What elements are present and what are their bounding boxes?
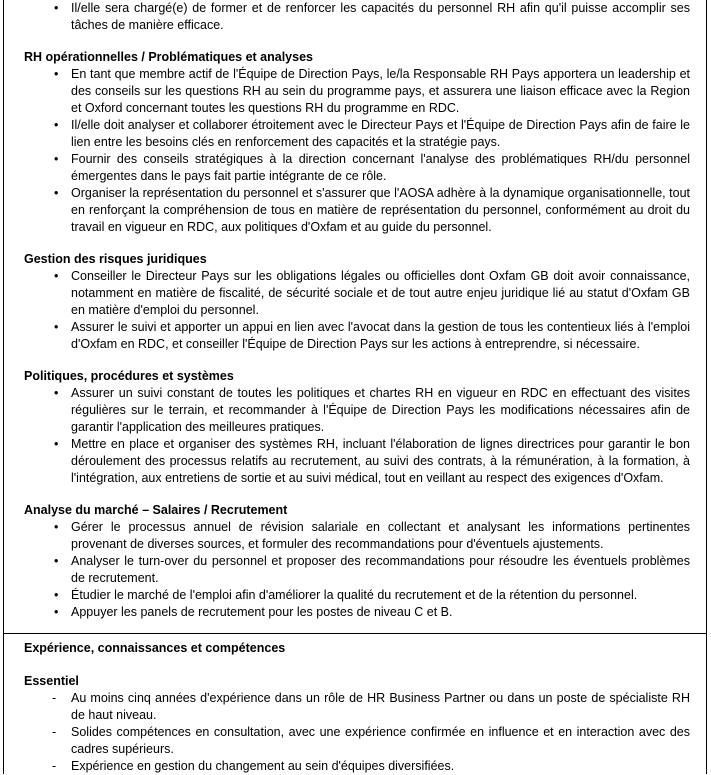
section-heading: Analyse du marché – Salaires / Recrutement (24, 503, 288, 517)
list-item: • Conseiller le Directeur Pays sur les obligations légales ou officielles dont Oxfam GB doit avoir connaissance, notamment en matière de fiscalité, de sécurité sociale et de tout autre enjeu juridique lié au statut d'Oxfam GB en matière d'emploi du personnel. (54, 269, 690, 317)
list-item: • Analyser le turn-over du personnel et proposer des recommandations pour résoudre les éventuels problèmes de recrutement. (54, 554, 690, 585)
responsibilities-cell (4, 0, 706, 633)
bullet-icon: • (54, 1, 59, 15)
bullet-icon: • (54, 186, 59, 200)
bullet-icon: • (54, 118, 59, 132)
bullet-icon: • (54, 554, 59, 568)
list-item: • Assurer le suivi et apporter un appui en lien avec l'avocat dans la gestion de tous les contentieux liés à l'emploi d'Oxfam en RDC, et conseiller l'Équipe de Direction Pays sur les actions à entreprendre, si nécessaire. (54, 320, 690, 351)
list-item: - Expérience en gestion du changement au sein d'équipes diversifiées. (52, 759, 455, 773)
experience-heading: Expérience, connaissances et compétences (24, 641, 286, 655)
essential-subheading: Essentiel (24, 674, 79, 688)
dash-icon: - (52, 691, 57, 705)
list-item: • En tant que membre actif de l'Équipe de Direction Pays, le/la Responsable RH Pays apportera un leadership et des conseils sur les questions RH au sein du programme pays, et assurera une liaison efficace avec la Region et Oxford concernant toutes les questions RH du programme en RDC. (54, 67, 690, 115)
list-item: • Gérer le processus annuel de révision salariale en collectant et analysant les informations pertinentes provenant de diverses sources, et formuler des recommandations pour d'éventuels ajustements. (54, 520, 690, 551)
list-item: • Mettre en place et organiser des systèmes RH, incluant l'élaboration de lignes directrices pour garantir le bon déroulement des processus relatifs au recrutement, au suivi des contrats, à la rémunération, à la formation, à l'intégration, aux entretiens de sortie et au suivi médical, tout en veillant au respect des exigences d'Oxfam. (54, 437, 690, 485)
top-list (24, 0, 690, 34)
section-heading: Politiques, procédures et systèmes (24, 369, 234, 383)
bullet-icon: • (54, 269, 59, 283)
list-item: • Assurer un suivi constant de toutes les politiques et chartes RH en vigueur en RDC en effectuant des visites régulières sur le terrain, et recommander à l'Équipe de Direction Pays les modifications nécessaires afin de garantir l'application des meilleures pratiques. (54, 386, 690, 434)
section-heading: RH opérationnelles / Problématiques et analyses (24, 50, 313, 64)
list-item: • Étudier le marché de l'emploi afin d'améliorer la qualité du recrutement et de la rétention du personnel. (54, 588, 638, 602)
list-item: • Il/elle sera chargé(e) de former et de renforcer les capacités du personnel RH afin qu'il puisse accomplir ses tâches de manière efficace. (54, 1, 690, 32)
bullet-icon: • (54, 520, 59, 534)
bullet-icon: • (54, 588, 59, 602)
bullet-icon: • (54, 152, 59, 166)
dash-icon: - (52, 759, 57, 773)
bullet-icon: • (54, 386, 59, 400)
bullet-icon: • (54, 320, 59, 334)
bullet-icon: • (54, 605, 59, 619)
list-item: • Appuyer les panels de recrutement pour les postes de niveau C et B. (54, 605, 453, 619)
list-item: • Il/elle doit analyser et collaborer étroitement avec le Directeur Pays et l'Équipe de Direction Pays afin de faire le lien entre les besoins clés en renforcement des capacités et la stratégie pays. (54, 118, 690, 149)
list-item: - Solides compétences en consultation, avec une expérience confirmée en influence et en interaction avec des cadres supérieurs. (52, 725, 690, 756)
experience-cell (4, 634, 706, 775)
bullet-icon: • (54, 67, 59, 81)
list-item: • Organiser la représentation du personnel et s'assurer que l'AOSA adhère à la dynamique organisationnelle, tout en renforçant la compréhension de tous en matière de représentation du personnel, conformément au droit du travail en vigueur en RDC, aux politiques d'Oxfam et au guide du personnel. (54, 186, 690, 234)
list-item: • Fournir des conseils stratégiques à la direction concernant l'analyse des problématiques RH/du personnel émergentes dans le pays fait partie intégrante de ce rôle. (54, 152, 690, 183)
section-heading: Gestion des risques juridiques (24, 252, 207, 266)
essential-list (24, 690, 690, 775)
section-list (24, 268, 690, 353)
section-list (24, 519, 690, 621)
list-item: - Au moins cinq années d'expérience dans un rôle de HR Business Partner ou dans un poste de spécialiste RH de haut niveau. (52, 691, 690, 722)
dash-icon: - (52, 725, 57, 739)
section-list (24, 66, 690, 236)
document-table (3, 0, 707, 774)
section-list (24, 385, 690, 487)
bullet-icon: • (54, 437, 59, 451)
